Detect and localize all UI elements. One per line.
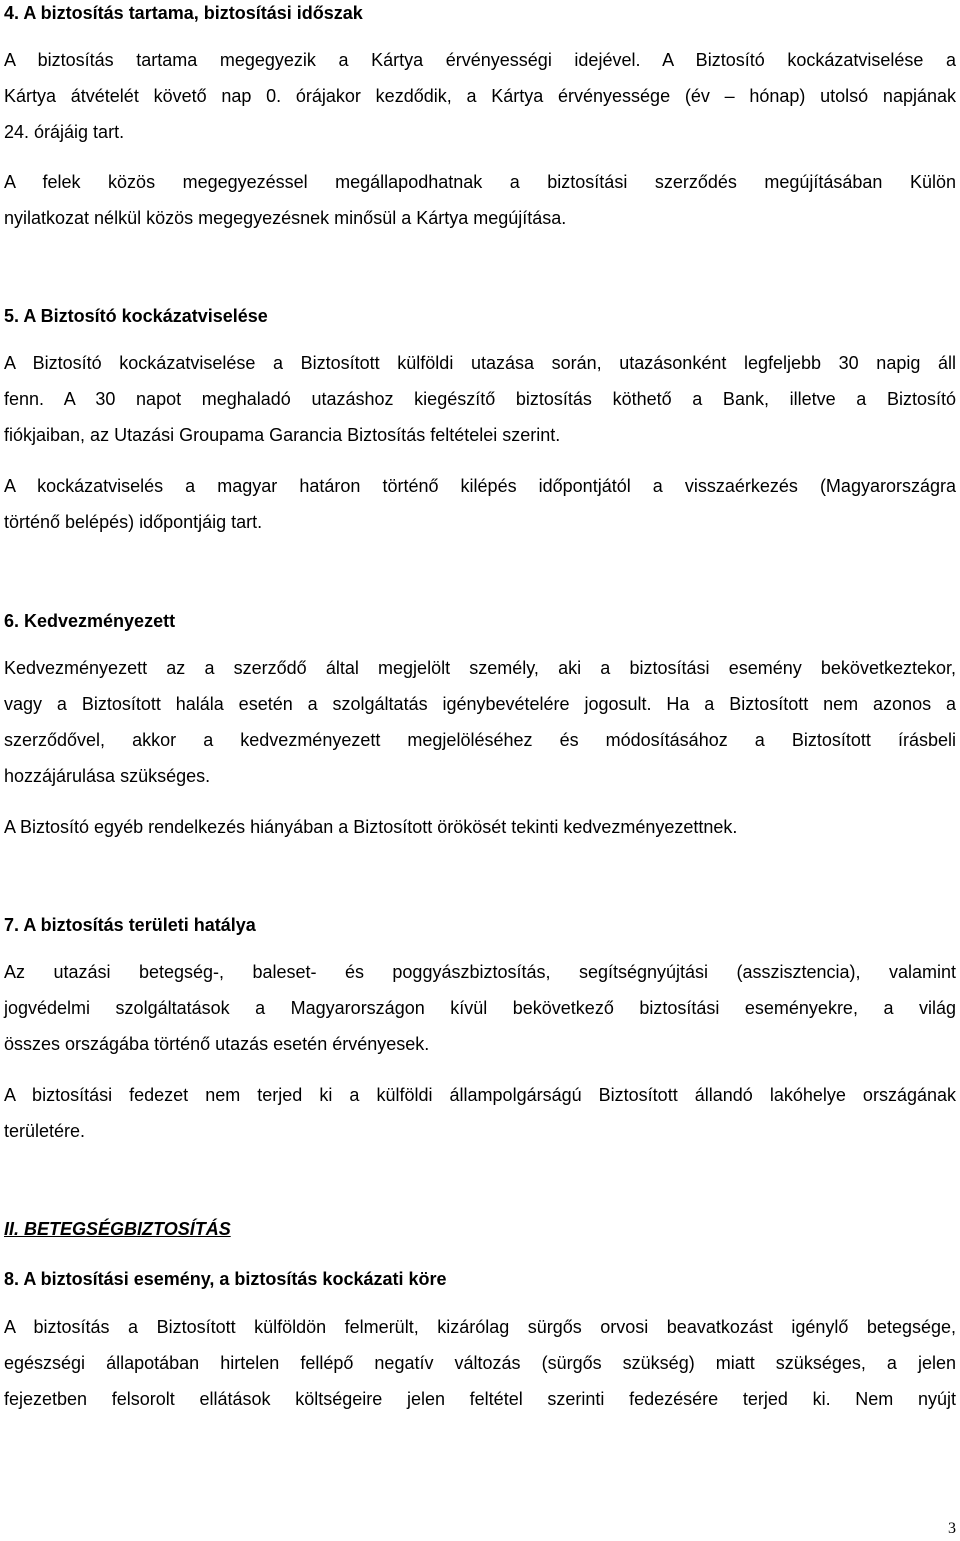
- text-line: összes országába történő utazás esetén érvényesek.: [4, 1034, 430, 1054]
- section-5-paragraph-2: [4, 468, 956, 540]
- text-line: jogvédelmi szolgáltatások a Magyarországon kívül bekövetkező biztosítási eseményekre, a világ: [4, 998, 956, 1018]
- section-4-paragraph-2: [4, 164, 956, 236]
- section-heading-6: 6. Kedvezményezett: [4, 611, 176, 631]
- text-line: A Biztosító kockázatviselése a Biztosított külföldi utazása során, utazásonként legfeljebb 30 napig áll: [4, 353, 956, 373]
- section-6-paragraph-2: [4, 809, 956, 845]
- text-line: nyilatkozat nélkül közös megegyezésnek minősül a Kártya megújítása.: [4, 208, 567, 228]
- section-heading-5: 5. A Biztosító kockázatviselése: [4, 306, 268, 326]
- text-line: egészségi állapotában hirtelen fellépő negatív változás (sürgős szükség) miatt szükséges, a jelen: [4, 1353, 956, 1373]
- text-line: Az utazási betegség-, baleset- és poggyászbiztosítás, segítségnyújtási (asszisztencia), valamint: [4, 962, 956, 982]
- section-heading-4: 4. A biztosítás tartama, biztosítási időszak: [4, 3, 363, 23]
- text-line: Kártya átvételét követő nap 0. órájakor kezdődik, a Kártya érvényessége (év – hónap) utolsó napjának: [4, 86, 956, 106]
- text-line: hozzájárulása szükséges.: [4, 766, 211, 786]
- text-line: 24. órájáig tart.: [4, 122, 125, 142]
- section-heading-8: 8. A biztosítási esemény, a biztosítás kockázati köre: [4, 1269, 447, 1289]
- section-5-paragraph-1: [4, 345, 956, 453]
- section-8-paragraph-1: [4, 1309, 956, 1417]
- text-line: A kockázatviselés a magyar határon történő kilépés időpontjától a visszaérkezés (Magyarországra: [4, 476, 956, 496]
- chapter-title: II. BETEGSÉGBIZTOSÍTÁS: [4, 1219, 231, 1239]
- section-6-paragraph-1: [4, 650, 956, 794]
- text-line: területére.: [4, 1121, 86, 1141]
- text-line: Kedvezményezett az a szerződő által megjelölt személy, aki a biztosítási esemény bekövetkeztekor,: [4, 658, 956, 678]
- text-line: fiókjaiban, az Utazási Groupama Garancia Biztosítás feltételei szerint.: [4, 425, 561, 445]
- text-line: A biztosítási fedezet nem terjed ki a külföldi állampolgárságú Biztosított állandó lakóhelye országának: [4, 1085, 956, 1105]
- page-number: 3: [948, 1520, 956, 1537]
- section-7-paragraph-2: [4, 1077, 956, 1149]
- text-line: A felek közös megegyezéssel megállapodhatnak a biztosítási szerződés megújításában Külön: [4, 172, 956, 192]
- text-line: szerződővel, akkor a kedvezményezett megjelöléséhez és módosításához a Biztosított írásbeli: [4, 730, 956, 750]
- section-heading-7: 7. A biztosítás területi hatálya: [4, 915, 256, 935]
- text-line: A biztosítás tartama megegyezik a Kártya érvényességi idejével. A Biztosító kockázatviselése a: [4, 50, 956, 70]
- text-line: A Biztosító egyéb rendelkezés hiányában a Biztosított örökösét tekinti kedvezményezettnek.: [4, 817, 738, 837]
- section-7-paragraph-1: [4, 954, 956, 1062]
- text-line: fenn. A 30 napot meghaladó utazáshoz kiegészítő biztosítás köthető a Bank, illetve a Biztosító: [4, 389, 956, 409]
- text-line: történő belépés) időpontjáig tart.: [4, 512, 263, 532]
- text-line: A biztosítás a Biztosított külföldön felmerült, kizárólag sürgős orvosi beavatkozást igénylő betegsége,: [4, 1317, 956, 1337]
- section-4-paragraph-1: [4, 42, 956, 150]
- text-line: fejezetben felsorolt ellátások költségeire jelen feltétel szerinti fedezésére terjed ki. Nem nyújt: [4, 1389, 956, 1409]
- text-line: vagy a Biztosított halála esetén a szolgáltatás igénybevételére jogosult. Ha a Biztosított nem azonos a: [4, 694, 956, 714]
